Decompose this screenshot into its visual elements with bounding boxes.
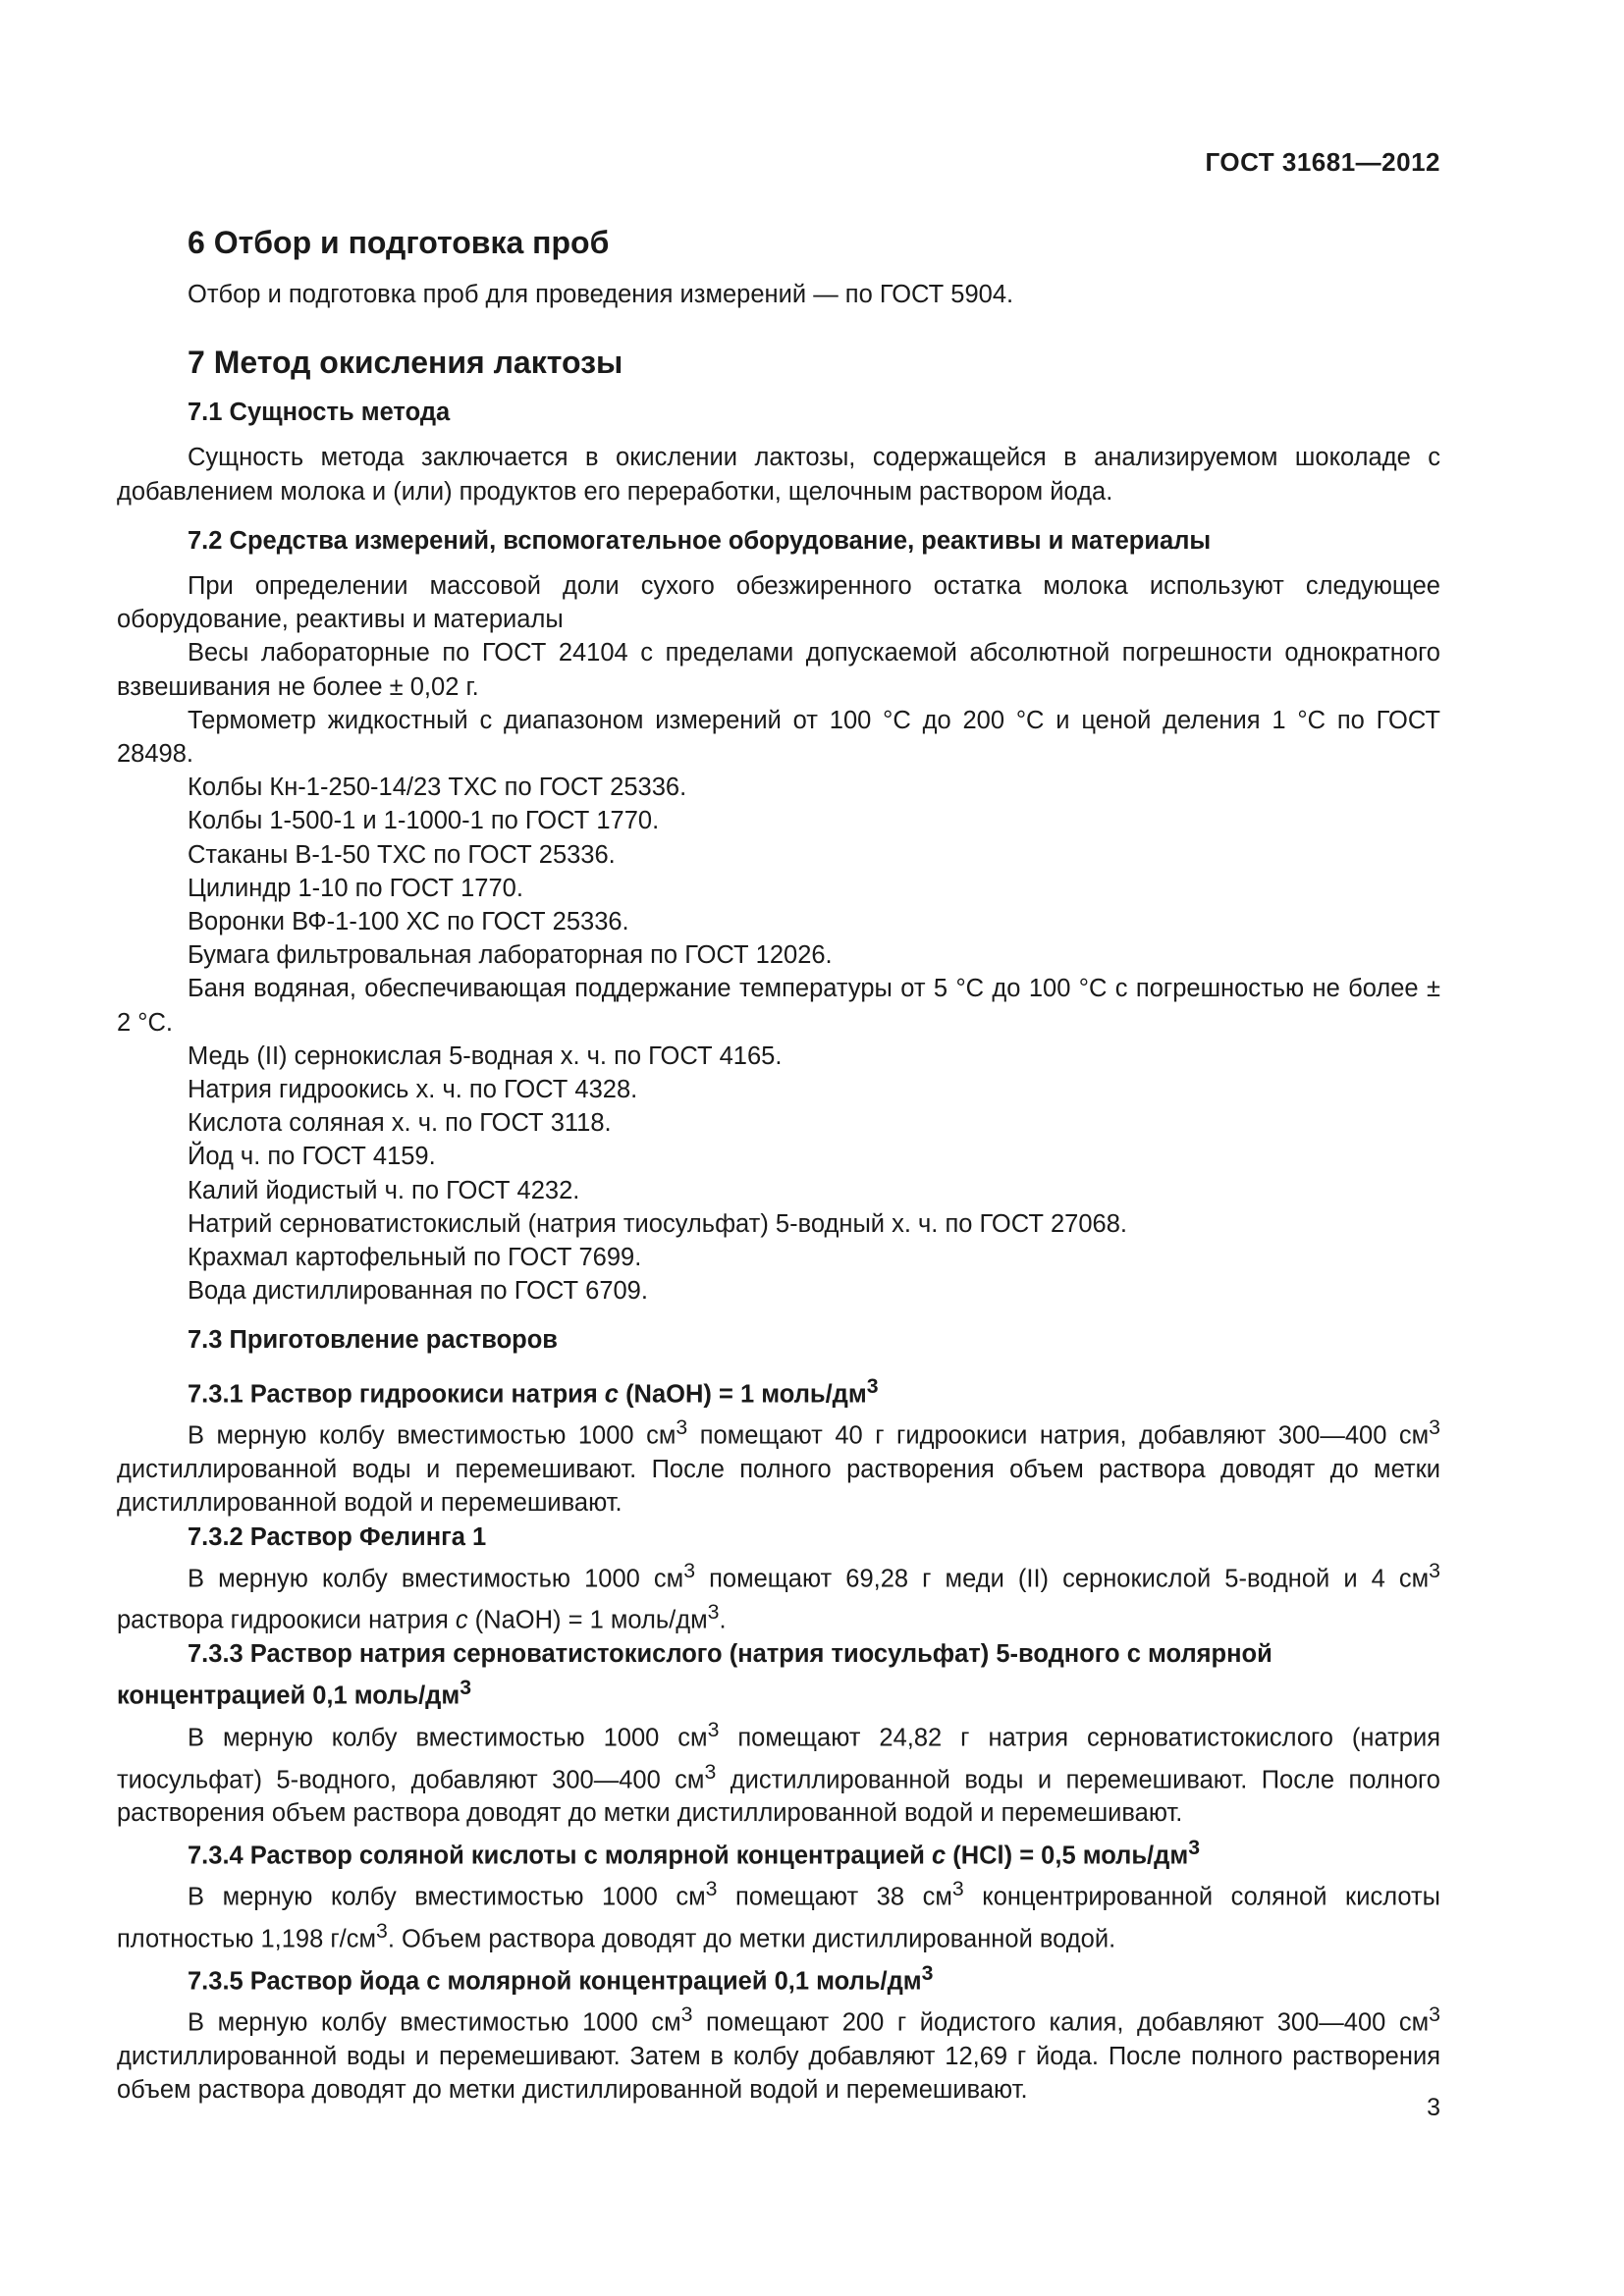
section-7-3-2-title: 7.3.2 Раствор Фелинга 1 (188, 1522, 487, 1551)
section-7-2-intro: При определении массовой доли сухого обезжиренного остатка молока используют следующее оборудование, реактивы и материалы (117, 572, 1440, 634)
section-7-3-2-text: В мерную колбу вместимостью 1000 $см^3$ помещают 69,28 г меди (II) сернокислой 5-водной и 4 $см^3$ раствора гидроокиси натрия с (NaOH) = 1 моль/$дм^3$. (117, 1558, 1440, 1634)
equipment-item: Воронки ВФ-1-100 ХС по ГОСТ 25336. (188, 908, 629, 936)
section-7-3-3-text: В мерную колбу вместимостью 1000 $см^3$ помещают 24,82 г натрия серноватистокислого (натрия тиосульфат) 5-водного, добавляют 300—400 $см^3$ дистиллированной воды и перемешивают. После полного растворения объем раствора доводят до метки дистиллированной водой и перемешивают. (117, 1718, 1440, 1828)
equipment-item: Цилиндр 1-10 по ГОСТ 1770. (188, 874, 523, 902)
section-7-1-title: 7.1 Сущность метода (188, 399, 451, 427)
section-7-2-title: 7.2 Средства измерений, вспомогательное оборудование, реактивы и материалы (188, 526, 1212, 555)
section-7-3-1-text: В мерную колбу вместимостью 1000 $см^3$ помещают 40 г гидроокиси натрия, добавляют 300—400 $см^3$ дистиллированной воды и перемешивают. После полного растворения объем раствора доводят до метки дистиллированной водой и перемешивают. (117, 1415, 1440, 1518)
section-7-3-4-title: 7.3.4 Раствор соляной кислоты с молярной концентрацией с (HCl) = 0,5 моль/$дм^3$ (188, 1835, 1201, 1870)
section-7-3-3-title: 7.3.3 Раствор натрия серноватистокислого (натрия тиосульфат) 5-водного с молярной концентрацией 0,1 моль/$дм^3$ (117, 1640, 1272, 1710)
section-6-text: Отбор и подготовка проб для проведения измерений — по ГОСТ 5904. (188, 281, 1014, 308)
section-6-title: 6 Отбор и подготовка проб (188, 225, 610, 260)
thermometer-item: Термометр жидкостный с диапазоном измерений от 100 °С до 200 °С и ценой деления 1 °С по ГОСТ 28498. (117, 706, 1440, 769)
section-7-1-text: Сущность метода заключается в окислении лактозы, содержащейся в анализируемом шоколаде с добавлением молока и (или) продуктов его переработки, щелочным раствором йода. (117, 444, 1440, 506)
reagent-item: Кислота соляная х. ч. по ГОСТ 3118. (188, 1109, 612, 1138)
section-7-3-1-title: 7.3.1 Раствор гидроокиси натрия с (NaOH) = 1 моль/$дм^3$ (188, 1373, 879, 1409)
water-bath-item: Баня водяная, обеспечивающая поддержание температуры от 5 °С до 100 °С с погрешностью не более ± 2 °С. (117, 975, 1440, 1037)
equipment-item: Стаканы В-1-50 ТХС по ГОСТ 25336. (188, 840, 616, 869)
equipment-item: Бумага фильтровальная лабораторная по ГОСТ 12026. (188, 941, 833, 970)
document-id: ГОСТ 31681—2012 (1205, 147, 1440, 177)
reagent-item: Йод ч. по ГОСТ 4159. (188, 1143, 436, 1171)
equipment-item: Колбы Кн-1-250-14/23 ТХС по ГОСТ 25336. (188, 774, 687, 802)
equipment-item: Колбы 1-500-1 и 1-1000-1 по ГОСТ 1770. (188, 807, 660, 835)
section-7-title: 7 Метод окисления лактозы (188, 345, 623, 381)
section-7-3-4-text: В мерную колбу вместимостью 1000 $см^3$ помещают 38 $см^3$ концентрированной соляной кислоты плотностью 1,198 $г/см^3$. Объем раствора доводят до метки дистиллированной водой. (117, 1877, 1440, 1953)
page-content (117, 221, 1440, 2108)
scales-item: Весы лабораторные по ГОСТ 24104 с пределами допускаемой абсолютной погрешности однократного взвешивания не более ± 0,02 г. (117, 639, 1440, 701)
section-7-3-title: 7.3 Приготовление растворов (188, 1326, 558, 1355)
reagent-item: Медь (II) сернокислая 5-водная х. ч. по ГОСТ 4165. (188, 1041, 783, 1070)
reagent-item: Натрия гидроокись х. ч. по ГОСТ 4328. (188, 1076, 638, 1104)
reagent-item: Калий йодистый ч. по ГОСТ 4232. (188, 1176, 580, 1204)
section-7-3-5-text: В мерную колбу вместимостью 1000 $см^3$ помещают 200 г йодистого калия, добавляют 300—400 $см^3$ дистиллированной воды и перемешивают. Затем в колбу добавляют 12,69 г йода. После полного растворения объем раствора доводят до метки дистиллированной водой и перемешивают. (117, 2002, 1440, 2105)
reagent-item: Вода дистиллированная по ГОСТ 6709. (188, 1277, 648, 1306)
reagent-item: Крахмал картофельный по ГОСТ 7699. (188, 1244, 642, 1272)
section-7-3-5-title: 7.3.5 Раствор йода с молярной концентрацией 0,1 моль/$дм^3$ (188, 1960, 934, 1996)
page-number: 3 (1427, 2094, 1440, 2121)
reagent-item: Натрий серноватистокислый (натрия тиосульфат) 5-водный х. ч. по ГОСТ 27068. (188, 1209, 1127, 1238)
